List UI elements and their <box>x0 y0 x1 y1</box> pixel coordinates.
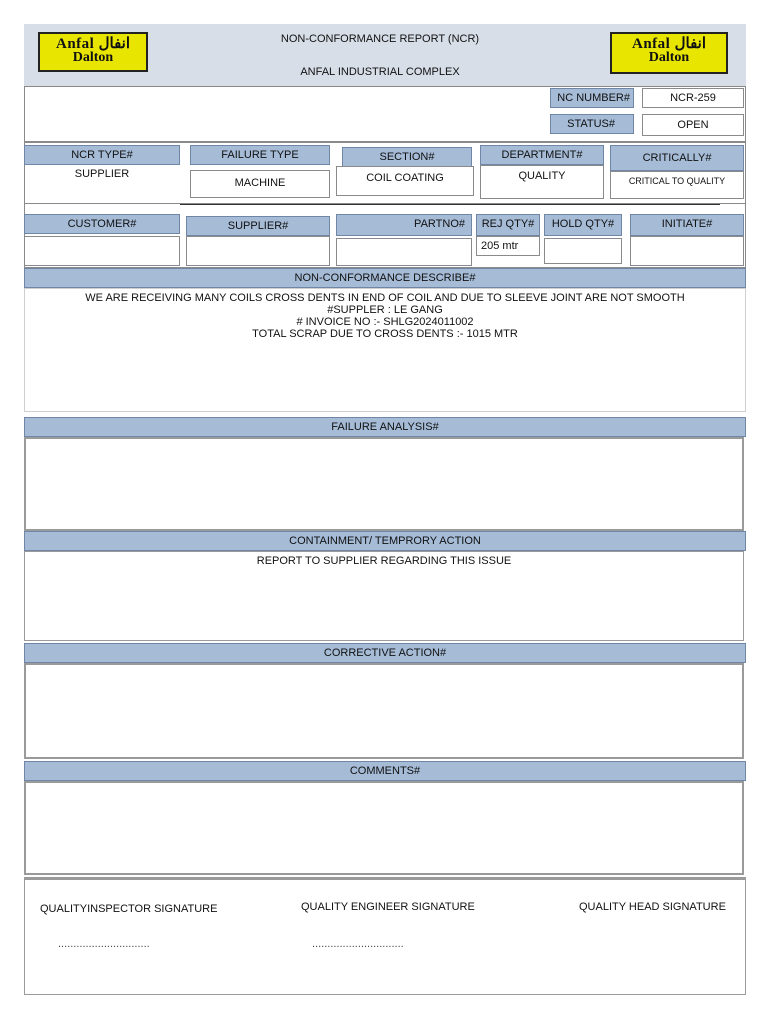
partno-label: PARTNO# <box>336 214 472 236</box>
inspector-signature-line[interactable]: .............................. <box>58 938 150 950</box>
supplier-label: SUPPLIER# <box>186 216 330 236</box>
critically-label: CRITICALLY# <box>610 145 744 171</box>
hold-qty-label: HOLD QTY# <box>544 214 622 236</box>
inspector-signature-label: QUALITYINSPECTOR SIGNATURE <box>40 903 218 915</box>
department-label: DEPARTMENT# <box>480 145 604 165</box>
partno-value[interactable] <box>336 238 472 266</box>
initiate-label: INITIATE# <box>630 214 744 236</box>
engineer-signature-label: QUALITY ENGINEER SIGNATURE <box>301 901 475 913</box>
nc-number-value[interactable]: NCR-259 <box>642 88 744 108</box>
header-info-panel <box>24 86 746 142</box>
hold-qty-value[interactable] <box>544 238 622 264</box>
engineer-signature-line[interactable]: .............................. <box>312 938 404 950</box>
describe-title: NON-CONFORMANCE DESCRIBE# <box>24 268 746 288</box>
ncr-type-label: NCR TYPE# <box>24 145 180 165</box>
logo-left-line1: Anfal انفال <box>56 36 130 52</box>
describe-line2: #SUPPLER : LE GANG <box>327 304 443 316</box>
head-signature-label: QUALITY HEAD SIGNATURE <box>579 901 726 913</box>
containment-text: REPORT TO SUPPLIER REGARDING THIS ISSUE <box>256 555 512 567</box>
department-value[interactable]: QUALITY <box>480 165 604 199</box>
describe-body[interactable] <box>24 288 746 412</box>
comments-title: COMMENTS# <box>24 761 746 781</box>
company-subtitle: ANFAL INDUSTRIAL COMPLEX <box>300 66 460 78</box>
failure-analysis-body[interactable] <box>24 437 744 531</box>
critically-value[interactable]: CRITICAL TO QUALITY <box>610 171 744 199</box>
company-logo-right <box>610 32 728 74</box>
logo-right-line2: Dalton <box>648 50 690 65</box>
status-value[interactable]: OPEN <box>642 114 744 136</box>
describe-line3: # INVOICE NO :- SHLG2024011002 <box>296 316 474 328</box>
corrective-body[interactable] <box>24 663 744 759</box>
section-label: SECTION# <box>342 147 472 167</box>
logo-left-line2: Dalton <box>72 50 114 65</box>
containment-body[interactable] <box>24 551 744 641</box>
describe-line1: WE ARE RECEIVING MANY COILS CROSS DENTS IN END OF COIL AND DUE TO SLEEVE JOINT ARE NOT SMOOTH <box>85 292 685 304</box>
company-logo-left <box>38 32 148 72</box>
signature-panel <box>24 877 746 995</box>
describe-line4: TOTAL SCRAP DUE TO CROSS DENTS :- 1015 MTR <box>252 328 518 340</box>
logo-right-line1: Anfal انفال <box>632 36 706 52</box>
report-title: NON-CONFORMANCE REPORT (NCR) <box>280 33 480 45</box>
failure-type-label: FAILURE TYPE <box>190 145 330 165</box>
customer-value[interactable] <box>24 236 180 266</box>
section-value[interactable]: COIL COATING <box>336 166 474 196</box>
row-divider <box>180 204 720 205</box>
supplier-value[interactable] <box>186 236 330 266</box>
failure-analysis-title: FAILURE ANALYSIS# <box>24 417 746 437</box>
rej-qty-label: REJ QTY# <box>476 214 540 236</box>
customer-label: CUSTOMER# <box>24 214 180 234</box>
initiate-value[interactable] <box>630 236 744 266</box>
comments-body[interactable] <box>24 781 744 875</box>
status-label: STATUS# <box>550 114 634 134</box>
corrective-title: CORRECTIVE ACTION# <box>24 643 746 663</box>
ncr-type-value[interactable]: SUPPLIER <box>74 168 130 180</box>
nc-number-label: NC NUMBER# <box>550 88 634 108</box>
rej-qty-value[interactable]: 205 mtr <box>476 236 540 256</box>
containment-title: CONTAINMENT/ TEMPRORY ACTION <box>24 531 746 551</box>
failure-type-value[interactable]: MACHINE <box>190 170 330 198</box>
